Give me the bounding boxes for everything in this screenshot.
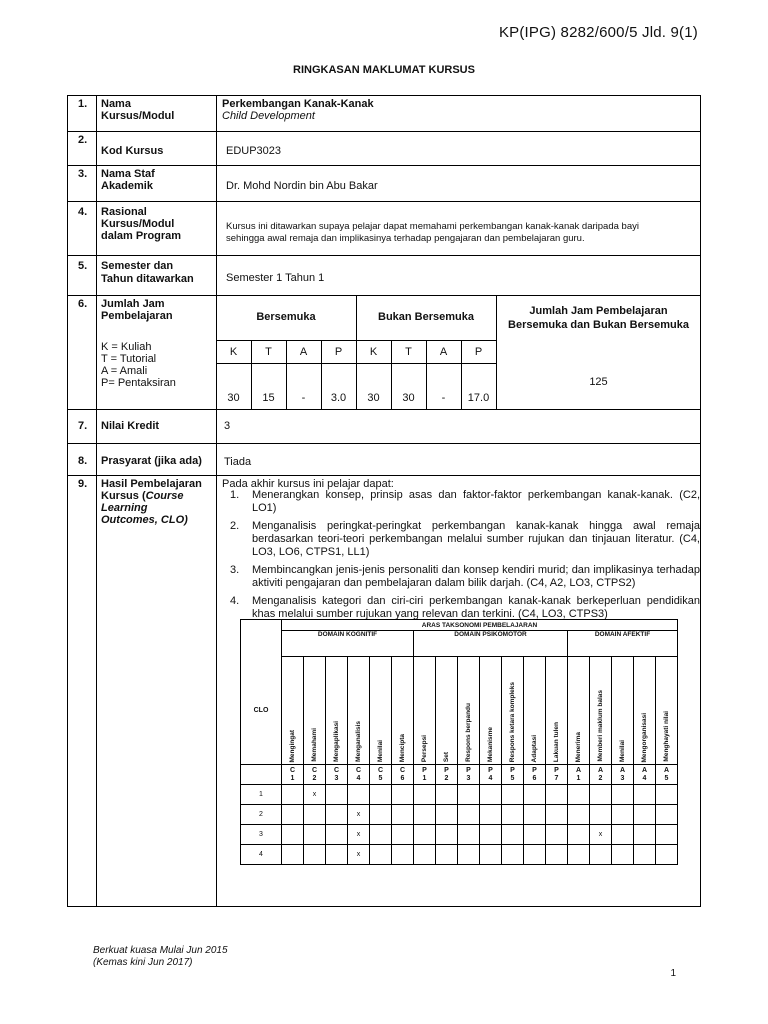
taxonomy-code xyxy=(524,765,546,785)
taxonomy-level-header xyxy=(436,657,458,765)
taxonomy-mark xyxy=(436,805,458,825)
taxonomy-mark xyxy=(612,785,634,805)
taxonomy-code xyxy=(546,765,568,785)
taxonomy-mark xyxy=(458,825,480,845)
taxonomy-mark xyxy=(370,785,392,805)
taxonomy-code xyxy=(348,765,370,785)
row-label: Rasional xyxy=(101,206,147,218)
taxonomy-mark xyxy=(392,825,414,845)
taxonomy-mark xyxy=(304,805,326,825)
taxonomy-level-label: Menerima xyxy=(575,731,582,762)
taxonomy-mark xyxy=(458,845,480,865)
clo-number: 4. xyxy=(230,595,240,607)
course-rationale: sehingga awal remaja dan implikasinya terhadap pengajaran dan pembelajaran guru. xyxy=(226,233,585,244)
taxonomy-level-label: Mengaplikasi xyxy=(333,721,340,762)
taxonomy-code-label: P 4 xyxy=(488,766,493,782)
row-number: 4. xyxy=(78,206,88,218)
row-number: 5. xyxy=(78,260,88,272)
row-label: Hasil Pembelajaran xyxy=(101,478,202,490)
taxonomy-level-label: Menganalisis xyxy=(355,721,362,762)
taxonomy-level-header xyxy=(568,657,590,765)
taxonomy-level-header xyxy=(502,657,524,765)
row-number: 1. xyxy=(78,98,88,110)
taxonomy-mark xyxy=(524,845,546,865)
taxonomy-mark xyxy=(502,785,524,805)
taxonomy-code xyxy=(590,765,612,785)
hour-type-header: A xyxy=(299,346,308,358)
taxonomy-mark xyxy=(458,805,480,825)
hour-value: 30 xyxy=(367,392,380,404)
taxonomy-mark xyxy=(436,785,458,805)
taxonomy-level-label: Respons berpandu xyxy=(465,703,472,762)
taxonomy-code-label: C 6 xyxy=(399,766,406,782)
page-number: 1 xyxy=(670,968,676,979)
taxonomy-table xyxy=(240,619,678,865)
taxonomy-mark xyxy=(282,825,304,845)
taxonomy-code-label: C 3 xyxy=(333,766,340,782)
column-divider xyxy=(216,95,217,907)
academic-staff: Dr. Mohd Nordin bin Abu Bakar xyxy=(226,180,378,192)
page-title: RINGKASAN MAKLUMAT KURSUS xyxy=(293,64,475,76)
taxonomy-mark xyxy=(414,845,436,865)
taxonomy-code-label: A 5 xyxy=(663,766,670,782)
taxonomy-code xyxy=(282,765,304,785)
taxonomy-level-header xyxy=(326,657,348,765)
taxonomy-level-header xyxy=(392,657,414,765)
total-hours-header: Bersemuka dan Bukan Bersemuka xyxy=(508,319,689,331)
taxonomy-level-header xyxy=(612,657,634,765)
legend-item: K = Kuliah xyxy=(101,341,152,353)
clo-item xyxy=(226,489,700,515)
row-divider xyxy=(67,201,701,202)
taxonomy-mark xyxy=(656,845,678,865)
semester-offered: Semester 1 Tahun 1 xyxy=(226,272,325,284)
row-divider xyxy=(67,295,701,296)
taxonomy-level-header xyxy=(634,657,656,765)
row-divider xyxy=(67,165,701,166)
clo-item xyxy=(226,520,700,559)
taxonomy-level-label: Adaptasi xyxy=(531,734,538,762)
taxonomy-row xyxy=(241,825,678,845)
taxonomy-mark xyxy=(524,785,546,805)
row-number: 8. xyxy=(78,455,88,467)
clo-text: Membincangkan jenis-jenis personaliti dan konsep kendiri murid; dan implikasinya terhadap aktiviti pengajaran dan pembelajaran dalam bilik darjah. (C4, A2, LO3, CTPS2) xyxy=(252,564,700,589)
legend-item: T = Tutorial xyxy=(101,353,157,365)
course-rationale: Kursus ini ditawarkan supaya pelajar dapat memahami perkembangan kanak-kanak daripada bayi xyxy=(226,221,639,232)
taxonomy-code xyxy=(612,765,634,785)
taxonomy-code-label: A 2 xyxy=(597,766,604,782)
document-reference: KP(IPG) 8282/600/5 Jld. 9(1) xyxy=(498,24,698,41)
total-hours-value: 125 xyxy=(589,376,608,388)
taxonomy-code-label: P 5 xyxy=(510,766,515,782)
taxonomy-code xyxy=(436,765,458,785)
clo-text: Menganalisis peringkat-peringkat perkembangan kanak-kanak hingga awal remaja berdasarkan teori-teori perkembangan melalui sumber rujukan dan tinjauan literatur. (C4, LO3, LO6, CTPS1, LL1) xyxy=(252,520,700,558)
taxonomy-level-label: Menilai xyxy=(619,739,626,762)
taxonomy-mark xyxy=(634,845,656,865)
hour-value: 30 xyxy=(402,392,415,404)
taxonomy-level-header xyxy=(656,657,678,765)
taxonomy-row xyxy=(241,845,678,865)
row-label-part: Course xyxy=(145,490,184,502)
hour-value: - xyxy=(441,392,446,404)
footer-note xyxy=(93,945,228,969)
taxonomy-row xyxy=(241,785,678,805)
taxonomy-mark xyxy=(590,805,612,825)
taxonomy-blank xyxy=(241,631,282,657)
taxonomy-level-label: Lakuan tulen xyxy=(553,721,560,762)
taxonomy-mark xyxy=(612,825,634,845)
taxonomy-mark xyxy=(634,785,656,805)
row-number: 9. xyxy=(78,478,88,490)
taxonomy-mark xyxy=(656,825,678,845)
hour-type-header: A xyxy=(439,346,448,358)
taxonomy-mark xyxy=(370,825,392,845)
clo-number: 3. xyxy=(230,564,240,576)
hour-value: 17.0 xyxy=(467,392,490,404)
taxonomy-mark xyxy=(634,805,656,825)
row-divider xyxy=(67,443,701,444)
taxonomy-code xyxy=(568,765,590,785)
hour-type-header: P xyxy=(474,346,483,358)
taxonomy-mark xyxy=(392,845,414,865)
taxonomy-mark xyxy=(524,805,546,825)
taxonomy-mark xyxy=(480,845,502,865)
taxonomy-mark xyxy=(436,825,458,845)
taxonomy-code-label: P 6 xyxy=(532,766,537,782)
hour-type-header: T xyxy=(265,346,272,358)
taxonomy-mark xyxy=(326,845,348,865)
row-divider xyxy=(67,255,701,256)
row-label: Outcomes, CLO) xyxy=(101,514,188,526)
taxonomy-mark xyxy=(392,785,414,805)
taxonomy-mark: x xyxy=(348,845,370,865)
taxonomy-mark xyxy=(282,805,304,825)
domain-cognitive: DOMAIN KOGNITIF xyxy=(282,631,414,657)
clo-text: Menerangkan konsep, prinsip asas dan faktor-faktor perkembangan kanak-kanak. (C2, LO1) xyxy=(252,489,700,514)
taxonomy-mark xyxy=(524,825,546,845)
taxonomy-code-label: C 1 xyxy=(289,766,296,782)
clo-header-label: CLO xyxy=(253,706,269,714)
taxonomy-mark xyxy=(502,825,524,845)
hour-value: 15 xyxy=(262,392,275,404)
taxonomy-code xyxy=(370,765,392,785)
taxonomy-code xyxy=(656,765,678,785)
taxonomy-level-header xyxy=(458,657,480,765)
taxonomy-row xyxy=(241,805,678,825)
taxonomy-level-label: Mencipta xyxy=(399,733,406,762)
row-number: 7. xyxy=(78,420,88,432)
row-label: Semester dan xyxy=(101,260,174,272)
domain-affective: DOMAIN AFEKTIF xyxy=(568,631,678,657)
taxonomy-mark xyxy=(546,825,568,845)
clo-number: 1. xyxy=(230,489,240,501)
taxonomy-code-label: C 4 xyxy=(355,766,362,782)
taxonomy-mark xyxy=(414,805,436,825)
taxonomy-mark xyxy=(414,825,436,845)
taxonomy-code-label: A 4 xyxy=(641,766,648,782)
clo-list xyxy=(226,489,700,626)
taxonomy-mark xyxy=(568,845,590,865)
row-divider xyxy=(67,475,701,476)
footer-line: Berkuat kuasa Mulai Jun 2015 xyxy=(93,945,228,956)
row-label: Kod Kursus xyxy=(101,145,164,157)
taxonomy-mark xyxy=(590,845,612,865)
clo-text: Menganalisis kategori dan ciri-ciri perkembangan kanak-kanak berkeperluan pendidikan khas melalui sumber rujukan yang relevan dan terkini. (C4, LO3, CTPS3) xyxy=(252,595,700,620)
row-label xyxy=(101,490,184,503)
taxonomy-level-label: Mekanisme xyxy=(487,726,494,762)
taxonomy-level-header xyxy=(348,657,370,765)
code-blank xyxy=(241,765,282,785)
taxonomy-mark xyxy=(348,785,370,805)
clo-number-cell: 2 xyxy=(241,805,282,825)
taxonomy-level-header xyxy=(524,657,546,765)
taxonomy-mark xyxy=(634,825,656,845)
taxonomy-mark xyxy=(436,845,458,865)
course-code: EDUP3023 xyxy=(226,145,282,157)
taxonomy-code-label: C 2 xyxy=(311,766,318,782)
total-hours-header: Jumlah Jam Pembelajaran xyxy=(529,305,668,317)
taxonomy-code xyxy=(502,765,524,785)
taxonomy-mark xyxy=(480,785,502,805)
row-number: 3. xyxy=(78,168,88,180)
taxonomy-level-label: Memberi maklum balas xyxy=(597,690,604,762)
clo-column-header xyxy=(241,657,282,765)
hour-value: - xyxy=(301,392,306,404)
clo-number-cell: 4 xyxy=(241,845,282,865)
face-to-face-header: Bersemuka xyxy=(256,311,316,323)
row-label: Pembelajaran xyxy=(101,310,173,322)
taxonomy-mark xyxy=(502,845,524,865)
taxonomy-level-header xyxy=(282,657,304,765)
taxonomy-code xyxy=(458,765,480,785)
taxonomy-mark: x xyxy=(348,805,370,825)
taxonomy-mark xyxy=(458,785,480,805)
taxonomy-mark xyxy=(326,825,348,845)
taxonomy-mark: x xyxy=(348,825,370,845)
taxonomy-code-label: P 7 xyxy=(554,766,559,782)
taxonomy-level-header xyxy=(304,657,326,765)
row-divider xyxy=(67,409,701,410)
taxonomy-level-label: Menghayati nilai xyxy=(663,711,670,762)
taxonomy-code xyxy=(480,765,502,785)
row-label: Akademik xyxy=(101,180,153,192)
row-divider xyxy=(67,131,701,132)
clo-number-cell: 3 xyxy=(241,825,282,845)
course-name-english: Child Development xyxy=(222,110,315,122)
domain-psychomotor: DOMAIN PSIKOMOTOR xyxy=(414,631,568,657)
taxonomy-title: ARAS TAKSONOMI PEMBELAJARAN xyxy=(282,620,678,631)
footer-line: (Kemas kini Jun 2017) xyxy=(93,957,193,968)
clo-number-cell: 1 xyxy=(241,785,282,805)
column-divider xyxy=(96,95,97,907)
taxonomy-mark xyxy=(480,825,502,845)
taxonomy-mark xyxy=(612,805,634,825)
taxonomy-level-header xyxy=(546,657,568,765)
hour-type-header: K xyxy=(229,346,238,358)
hour-value: 3.0 xyxy=(330,392,347,404)
taxonomy-mark: x xyxy=(304,785,326,805)
taxonomy-level-header xyxy=(590,657,612,765)
taxonomy-mark xyxy=(546,805,568,825)
clo-item xyxy=(226,564,700,590)
taxonomy-code-label: C 5 xyxy=(377,766,384,782)
legend-item: P= Pentaksiran xyxy=(101,377,176,389)
taxonomy-level-header xyxy=(480,657,502,765)
hour-value: 30 xyxy=(227,392,240,404)
clo-number: 2. xyxy=(230,520,240,532)
taxonomy-mark xyxy=(612,845,634,865)
taxonomy-level-label: Memahami xyxy=(311,728,318,762)
course-name: Perkembangan Kanak-Kanak xyxy=(222,98,374,110)
taxonomy-mark: x xyxy=(590,825,612,845)
row-label: Jumlah Jam xyxy=(101,298,165,310)
clo-intro: Pada akhir kursus ini pelajar dapat: xyxy=(222,478,394,490)
taxonomy-mark xyxy=(656,805,678,825)
taxonomy-mark xyxy=(304,825,326,845)
row-label: dalam Program xyxy=(101,230,182,242)
legend-item: A = Amali xyxy=(101,365,148,377)
taxonomy-mark xyxy=(370,805,392,825)
taxonomy-mark xyxy=(590,785,612,805)
taxonomy-mark xyxy=(370,845,392,865)
taxonomy-mark xyxy=(282,845,304,865)
taxonomy-mark xyxy=(282,785,304,805)
row-number: 6. xyxy=(78,298,88,310)
row-label: Nama xyxy=(101,98,131,110)
taxonomy-code xyxy=(634,765,656,785)
hour-type-header: K xyxy=(369,346,378,358)
taxonomy-level-label: Respons ketara kompleks xyxy=(509,681,516,762)
prerequisite-value: Tiada xyxy=(224,456,252,468)
taxonomy-mark xyxy=(568,805,590,825)
row-label: Nilai Kredit xyxy=(101,420,160,432)
taxonomy-mark xyxy=(304,845,326,865)
taxonomy-code xyxy=(304,765,326,785)
taxonomy-level-label: Persepsi xyxy=(421,734,428,762)
taxonomy-code-label: A 1 xyxy=(575,766,582,782)
taxonomy-level-label: Set xyxy=(443,751,450,762)
taxonomy-mark xyxy=(568,825,590,845)
row-label: Learning xyxy=(101,502,148,514)
taxonomy-level-header xyxy=(370,657,392,765)
taxonomy-code-label: P 1 xyxy=(422,766,427,782)
taxonomy-mark xyxy=(568,785,590,805)
row-label-part: Kursus ( xyxy=(101,490,146,502)
row-label: Kursus/Modul xyxy=(101,218,175,230)
row-label: Tahun ditawarkan xyxy=(101,273,194,285)
taxonomy-code-label: P 3 xyxy=(466,766,471,782)
taxonomy-level-label: Mengingat xyxy=(289,729,296,762)
taxonomy-mark xyxy=(546,845,568,865)
taxonomy-code xyxy=(326,765,348,785)
non-face-to-face-header: Bukan Bersemuka xyxy=(378,311,474,323)
clo-item xyxy=(226,595,700,621)
taxonomy-mark xyxy=(502,805,524,825)
row-label: Nama Staf xyxy=(101,168,155,180)
taxonomy-code-label: P 2 xyxy=(444,766,449,782)
taxonomy-code xyxy=(392,765,414,785)
taxonomy-blank xyxy=(241,620,282,631)
credit-value: 3 xyxy=(224,420,231,432)
taxonomy-mark xyxy=(546,785,568,805)
row-number: 2. xyxy=(78,134,88,146)
taxonomy-mark xyxy=(326,805,348,825)
row-label: Kursus/Modul xyxy=(101,110,175,122)
row-label: Prasyarat (jika ada) xyxy=(101,455,202,467)
taxonomy-mark xyxy=(326,785,348,805)
taxonomy-mark xyxy=(392,805,414,825)
taxonomy-level-label: Mengorganisasi xyxy=(641,712,648,762)
taxonomy-mark xyxy=(414,785,436,805)
taxonomy-mark xyxy=(480,805,502,825)
taxonomy-code xyxy=(414,765,436,785)
taxonomy-mark xyxy=(656,785,678,805)
hour-type-header: T xyxy=(405,346,412,358)
taxonomy-code-label: A 3 xyxy=(619,766,626,782)
taxonomy-level-label: Menilai xyxy=(377,739,384,762)
taxonomy-level-header xyxy=(414,657,436,765)
hour-type-header: P xyxy=(334,346,343,358)
